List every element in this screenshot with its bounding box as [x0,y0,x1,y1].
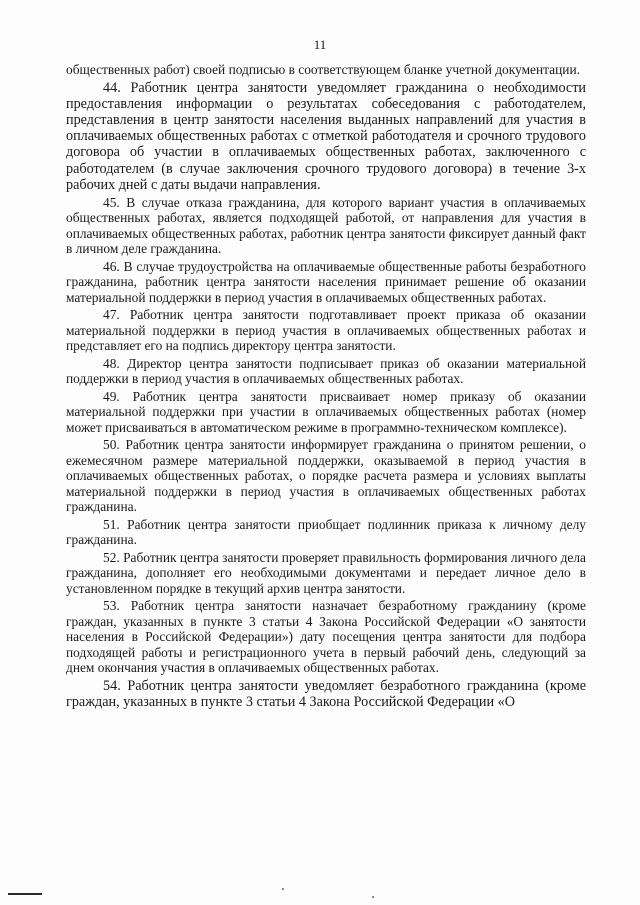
paragraph-52: 52. Работник центра занятости проверяет правильность формирования личного дела гражданина, дополняет его необходимыми документами и передает личное дело в установленном порядке в текущий архив центра занятости. [66,549,586,596]
scan-artifact-dot [282,888,284,890]
paragraph-45: 45. В случае отказа гражданина, для которого вариант участия в оплачиваемых общественных работах, является подходящей работой, от направления для участия в оплачиваемых общественных работах, работник центра занятости фиксирует данный факт в личном деле гражданина. [66,194,586,257]
paragraph-54: 54. Работник центра занятости уведомляет безработного гражданина (кроме граждан, указанных в пункте 3 статьи 4 Закона Российской Федерации «О [66,677,586,711]
paragraph-51: 51. Работник центра занятости приобщает подлинник приказа к личному делу гражданина. [66,516,586,548]
paragraph-48: 48. Директор центра занятости подписывает приказ об оказании материальной поддержки в период участия в оплачиваемых общественных работах. [66,355,586,387]
scan-artifact-dot [372,896,374,898]
paragraph-47: 47. Работник центра занятости подготавливает проект приказа об оказании материальной поддержки в период участия в оплачиваемых общественных работах и представляет его на подпись директору центра занятости. [66,307,586,354]
paragraph-50: 50. Работник центра занятости информирует гражданина о принятом решении, о ежемесячном размере материальной поддержки, оказываемой в период участия в оплачиваемых общественных работах, о порядке расчета размера и условиях выплаты материальной поддержки в период участия в оплачиваемых общественных работах гражданина. [66,437,586,515]
paragraph-44: 44. Работник центра занятости уведомляет гражданина о необходимости предоставления информации о результатах собеседования с работодателем, представления в центр занятости населения выданных направлений для участия в оплачиваемых общественных работах с отметкой работодателя и срочного трудового договора об участии в оплачиваемых общественных работах, заключенного с работодателем (в случае заключения срочного трудового договора) в течение 3-х рабочих дней с даты выдачи направления. [66,79,586,193]
paragraph-46: 46. В случае трудоустройства на оплачиваемые общественные работы безработного гражданина, работник центра занятости населения принимает решение об оказании материальной поддержки в период участия в оплачиваемых общественных работах. [66,258,586,305]
scan-artifact-line [8,893,42,895]
document-body [66,62,586,710]
page-number: 11 [313,37,327,52]
paragraph-53: 53. Работник центра занятости назначает безработному гражданину (кроме граждан, указанных в пункте 3 статьи 4 Закона Российской Федерации «О занятости населения в Российской Федерации») дату посещения центра занятости для подбора подходящей работы и регистрационного учета в первый рабочий день, следующий за днем окончания участия в оплачиваемых общественных работах. [66,598,586,676]
paragraph-continuation: общественных работ) своей подписью в соответствующем бланке учетной документации. [66,62,580,77]
paragraph-49: 49. Работник центра занятости присваивает номер приказу об оказании материальной поддержки при участии в оплачиваемых общественных работах (номер может присваиваться в автоматическом режиме в программно-техническом комплексе). [66,388,586,435]
